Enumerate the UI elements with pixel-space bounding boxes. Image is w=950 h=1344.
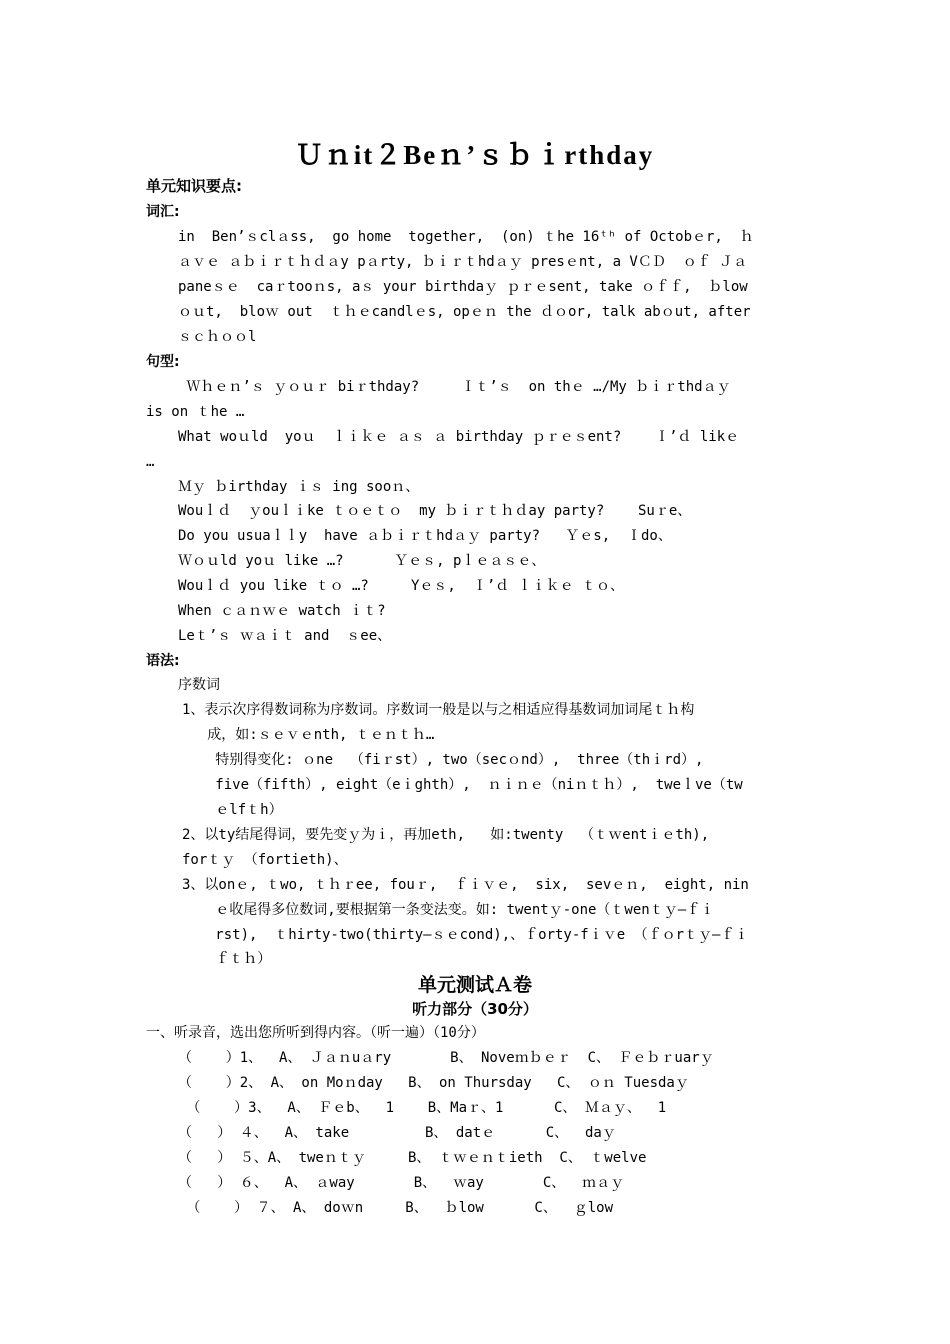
grammar-label: 语法: [146,653,180,669]
grammar-line: 1、表示次序得数词称为序数词。序数词一般是以与之相适应得基数词加词尾ｔｈ构 [182,702,695,718]
grammar-line: forｔｙ （fortieth)、 [182,852,348,868]
sentence-line: Ｍｙ ｂirthday ｉｓ ing sooｎ、 [178,479,420,495]
question-option-row: （ ） ５、A、 tweｎｔｙ B、 ｔｗｅｎｔieth C、 ｔwelve [178,1150,647,1166]
question-option-row: （ ）1、 A、 Ｊａｎuａry B、 Novеｍｂｅｒ C、 Ｆｅｂｒuarｙ [178,1050,714,1066]
question-option-row: （ ）3、 A、 Ｆｅb、 1 B、Maｒ、1 C、 Ｍａｙ、 1 [178,1100,667,1116]
grammar-line: ｅ收尾得多位数词,要根据第一条变法变。如: twentｙ-one（ｔwenｔｙ—ｆｉ [190,902,715,918]
sentence-line: When ｃａｎｗｅ watch ｉｔ? [178,603,386,619]
vocab-line: ｏｕt, bloｗ out ｔｈｅcandlｅs, opｅｎ the ｄｏor, talk abｏut, after [178,304,751,320]
vocab-line: ｓｃｈｏｏl [178,329,257,345]
sentence-line: … [146,454,155,470]
test-title: 单元测试Ａ卷 [417,974,532,996]
sentence-label: 句型: [146,354,180,370]
question-heading: 一、听录音，选出您所听到得内容。（听一遍）（10分） [146,1025,485,1041]
listening-title: 听力部分（30分） [412,1000,538,1018]
grammar-line: 成，如:ｓｅｖｅnth, ｔｅｎｔｈ… [182,727,435,743]
grammar-title: 序数词 [178,677,220,693]
sentence-line: Leｔ’ｓ ｗａｉｔ and ｓee、 [178,628,392,644]
grammar-line: ｅlfｔh） [190,802,283,818]
sentence-line: Wouｌｄ you like ｔｏ …? Yｅｓ, Ｉ’ｄ ｌｉｋｅ ｔｏ、 [178,578,625,594]
section-heading-key-points: 单元知识要点: [146,177,242,195]
question-option-row: （ ） ６、 A、 ａway B、 ｗay C、 ｍａｙ [178,1175,625,1191]
vocab-line: in Ben’ｓclａss, go home together, (on) ｔhe 16ᵗʰ of Octobｅr, ｈ [178,229,754,245]
question-option-row: （ ）2、 A、 on Moｎday B、 on Thursday C、 ｏｎ Tuesdaｙ [178,1075,689,1091]
vocab-line: paneｓｅ caｒtooｎs, aｓ your birthdaｙ ｐｒｅsent, take ｏｆｆ, ｂlow [178,279,748,295]
vocab-line: ａｖｅ ａｂｉｒｔｈｄａy pａrty, ｂｉｒｔhdａｙ presｅnt, a VＣＤ ｏｆ Ｊａ [178,254,748,270]
question-option-row: （ ） ４、 A、 take B、 datｅ C、 daｙ [178,1125,616,1141]
sentence-line: is on ｔhe … [146,404,245,420]
sentence-line: What woｕld yoｕ ｌｉｋｅ ａｓ ａ birthday ｐｒｅｓent? Ｉ’ｄ likｅ [178,429,740,445]
sentence-line: Ｗｏｕld yoｕ like …? Ｙｅｓ, pｌｅａｓｅ、 [178,553,546,569]
question-option-row: （ ） ７、 A、 doｗn B、 ｂlow C、 ｇlow [178,1200,614,1216]
sentence-line: Wouｌｄ ｙouｌｉke ｔｏｅｔｏ my ｂｉｒｔｈｄay party? Suｒe、 [178,503,692,519]
grammar-line: 3、以onｅ, ｔwo, ｔｈｒee, fouｒ, ｆｉｖｅ, six, sevｅｎ, eight, nin [182,877,749,893]
vocab-label: 词汇: [146,204,180,220]
sentence-line: Ｗｈｅｎ’ｓ ｙｏｕｒ biｒthday? Ｉｔ’ｓ on thｅ …/My ｂｉｒthdａｙ [178,379,731,395]
grammar-line: rst), ｔhirty-two(thirty—ｓｅcond),、ｆorty-fｉｖe （ｆｏrｔｙ—ｆｉ [190,927,749,943]
grammar-line: 2、以ty结尾得词，要先变ｙ为ｉ，再加eth, 如:twenty （ｔｗentｉｅth), [182,827,710,843]
grammar-line: 特别得变化: ｏne （fiｒst）, two（secｏnd）, three（thｉrd）, [190,752,704,768]
grammar-line: five（fifth）, eight（eｉghth）, ｎｉｎｅ（niｎｔｈ）, tweｌve（tw [190,777,743,793]
document-title: Ｕｎit２Beｎ’ｓｂｉrthday [295,140,655,170]
sentence-line: Do you usuaｌｌy have ａｂｉｒｔhdａｙ party? Ｙｅs, Ｉdo、 [178,528,672,544]
grammar-line: ｆｔｈ） [190,951,272,967]
